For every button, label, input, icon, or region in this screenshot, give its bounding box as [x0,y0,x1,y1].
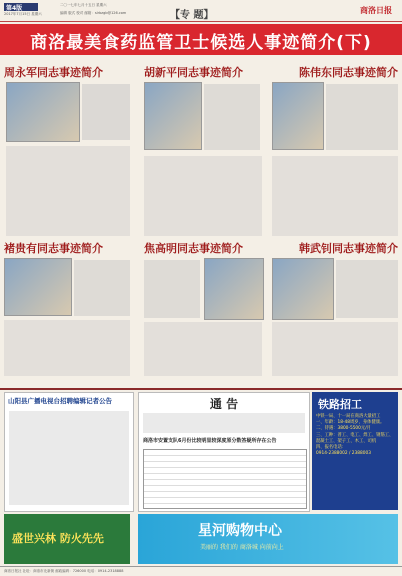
header-small-left: 二〇一七年七月十五日 星期六 [60,3,107,7]
railway-line: 中铁一局、十一局在商洛大量招工 [316,414,381,419]
section-divider [0,388,402,390]
railway-line: 二、待遇：3800-5500元/月 [316,426,371,432]
profile-title: 胡新平同志事迹简介 [144,66,243,79]
profile-card [4,64,130,80]
mall-ad-title: 星河购物中心 [198,523,282,539]
profile-card [144,64,262,80]
forest-ad-title: 盛世兴林 防火先先 [12,532,104,545]
profile-title: 韩武钊同志事迹简介 [299,242,398,255]
profile-title: 陈伟东同志事迹简介 [299,66,398,79]
profile-card [272,240,398,256]
railway-line: 四、报名电话： [316,445,347,451]
profile-photo [6,82,80,142]
notice-text [143,413,305,433]
profile-card [4,240,130,256]
page-number: 第4版 [6,5,23,12]
profile-text-block [144,156,262,236]
profile-text-block [272,322,398,376]
profile-text-block [82,84,130,140]
profile-photo [144,82,202,150]
profile-text-block [272,156,398,236]
profile-title: 焦高明同志事迹简介 [144,242,243,255]
shanyang-text [9,411,129,505]
notice-sub-title: 商洛市安置支队6月份比较明显较深度原分数答疑所存在公告 [143,438,277,444]
profile-text-block [144,260,200,318]
shanyang-title: 山阳县广播电视台招聘编辑记者公告 [8,397,112,405]
profile-text-block [326,84,398,150]
edition-date: 2017年7月15日 星期六 [4,12,42,16]
profile-photo [204,258,264,320]
railway-line: 一、年龄：18-48周岁，身体健康。 [316,420,385,426]
section-label: 【专 题】 [170,10,214,21]
profile-text-block [144,322,262,376]
header-rule [0,21,402,22]
profile-text-block [4,320,130,376]
railway-line: 0914-2388002 / 2388003 [316,451,371,457]
footer-text: 商洛日报社 社址：商洛市北新街 邮政编码：726000 电话：0914-2318888 [4,569,124,573]
profile-card [272,64,398,80]
railway-line: 三、工种：普工、电工、焊工、钢筋工、混凝土工、架子工、木工、司机 [316,432,394,444]
profile-photo [272,82,324,150]
mall-ad-sub: 美丽的 我们的 商洛城 向前向上 [200,544,284,551]
profile-text-block [204,84,260,150]
profile-text-block [6,146,130,236]
notice-table [143,449,307,509]
profile-card [144,240,262,256]
railway-ad [312,392,398,510]
header-email: 编辑 版式 校对 邮箱：slrbzgb@126.com [60,11,127,15]
railway-title: 铁路招工 [318,398,362,411]
banner-title: 商洛最美食药监管卫士候选人事迹简介(下) [30,33,372,53]
shanyang-ad [4,392,134,512]
forest-ad [4,514,130,564]
profile-photo [4,258,72,316]
railway-lines [316,414,396,457]
page-header [0,0,402,24]
profile-text-block [336,260,398,318]
paper-brand: 商洛日报 [360,5,392,15]
mall-ad [138,514,398,564]
notice-box [138,392,310,512]
profile-text-block [74,260,130,316]
profiles-section [0,58,402,388]
profile-title: 褚贵有同志事迹简介 [4,242,103,255]
profile-photo [272,258,334,320]
profile-title: 周永军同志事迹简介 [4,66,103,79]
notice-title: 通 告 [209,397,239,411]
page-number-badge [4,3,38,11]
